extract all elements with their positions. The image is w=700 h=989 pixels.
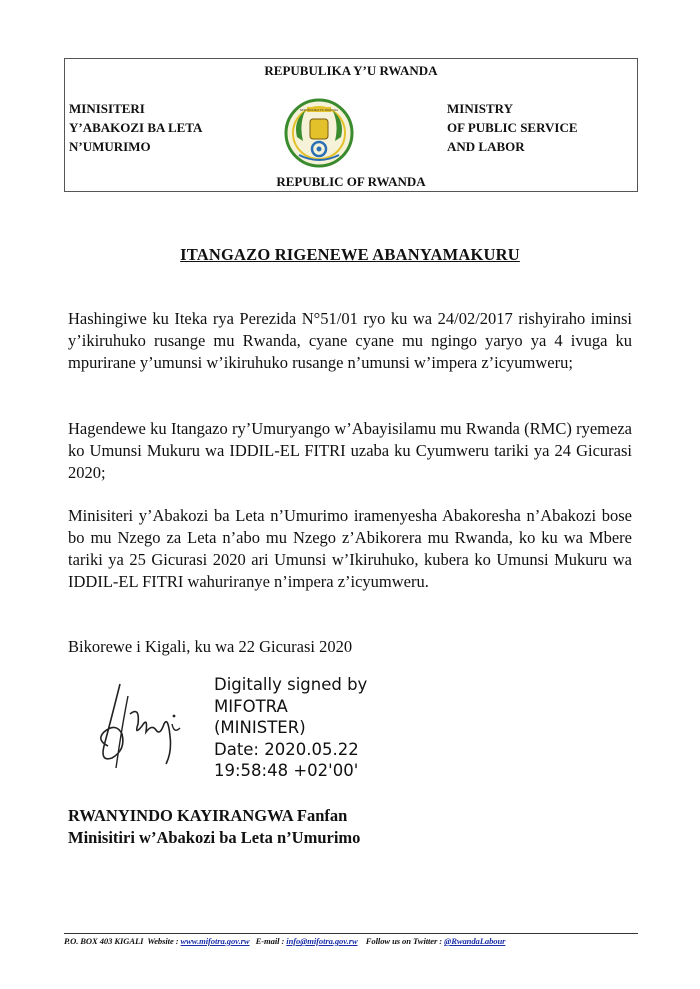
digital-signature-stamp	[214, 674, 367, 782]
letterhead	[64, 58, 638, 192]
seal-text: REPUBULIKA Y'U RWANDA	[299, 108, 339, 112]
place-and-date: Bikorewe i Kigali, ku wa 22 Gicurasi 2020	[68, 637, 353, 656]
website-link[interactable]: www.mifotra.gov.rw	[180, 936, 250, 946]
handwritten-signature	[82, 676, 202, 776]
header-bottom-text: REPUBLIC OF RWANDA	[276, 174, 426, 189]
footer-email-label: E-mail :	[255, 936, 285, 946]
footer-contact	[64, 936, 505, 946]
header-right-line: MINISTRY	[447, 101, 513, 116]
email-link[interactable]: info@mifotra.gov.rw	[286, 936, 358, 946]
digital-signature-line: MIFOTRA	[214, 696, 288, 716]
header-left-line: N’UMURIMO	[69, 139, 151, 154]
footer-website-label: Website :	[147, 936, 179, 946]
body-paragraph: Hagendewe ku Itangazo ry’Umuryango w’Abayisilamu mu Rwanda (RMC) ryemeza ko Umunsi Mukuru wa IDDIL-EL FITRI uzaba ku Cyumweru tariki ya 24 Gicurasi 2020;	[68, 419, 632, 482]
header-right-ministry-name	[447, 99, 578, 156]
national-seal-icon	[283, 97, 355, 169]
signer-block	[68, 805, 360, 849]
digital-signature-line: 19:58:48 +02'00'	[214, 761, 359, 780]
header-right-line: OF PUBLIC SERVICE	[447, 120, 578, 135]
footer-pobox: P.O. BOX 403 KIGALI	[64, 936, 144, 946]
body-paragraph: Minisiteri y’Abakozi ba Leta n’Umurimo iramenyesha Abakoresha n’Abakozi bose bo mu Nzego za Leta n’abo mu Nzego z’Abikorera mu Rwanda, ko ku wa Mbere tariki ya 25 Gicurasi 2020 ari Umunsi w’Ikiruhuko, kubera ko Umunsi Mukuru wa IDDIL-EL FITRI wahuriranye n’impera z’icyumweru.	[68, 506, 632, 591]
footer-twitter-label: Follow us on Twitter :	[365, 936, 443, 946]
header-top-text: REPUBULIKA Y’U RWANDA	[264, 63, 438, 78]
twitter-link[interactable]: @RwandaLabour	[444, 936, 506, 946]
header-left-line: MINISITERI	[69, 101, 145, 116]
digital-signature-line: Date: 2020.05.22	[214, 739, 359, 759]
body-paragraph: Hashingiwe ku Iteka rya Perezida N°51/01 ryo ku wa 24/02/2017 rishyiraho iminsi y’ikiruhuko rusange mu Rwanda, cyane cyane mu ngingo yaryo ya 4 ivuga ku mpurirane y’umunsi w’ikiruhuko rusange n’umunsi w’impera z’icyumweru;	[68, 309, 632, 372]
digital-signature-line: (MINISTER)	[214, 718, 306, 737]
digital-signature-line: Digitally signed by	[214, 675, 368, 694]
header-left-line: Y’ABAKOZI BA LETA	[69, 120, 203, 135]
footer-divider	[64, 933, 638, 934]
signer-name: RWANYINDO KAYIRANGWA Fanfan	[68, 806, 348, 825]
header-right-line: AND LABOR	[447, 139, 525, 154]
signer-role: Minisitiri w’Abakozi ba Leta n’Umurimo	[68, 828, 361, 847]
header-left-ministry-name	[69, 99, 202, 156]
document-title: ITANGAZO RIGENEWE ABANYAMAKURU	[180, 245, 520, 264]
